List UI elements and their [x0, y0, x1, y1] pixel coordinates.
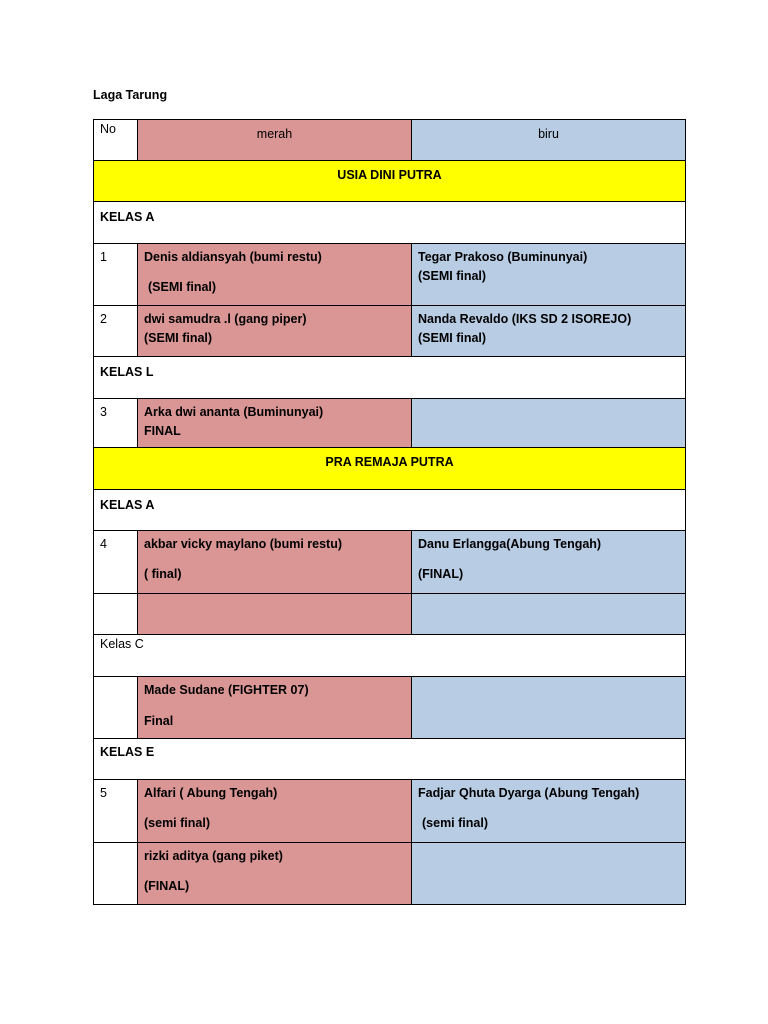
blue-corner: [412, 244, 686, 306]
blue-fighter-name: Fadjar Qhuta Dyarga (Abung Tengah): [418, 786, 640, 800]
match-no: 3: [94, 399, 138, 448]
class-row: [94, 357, 686, 399]
category-usia-dini: USIA DINI PUTRA: [94, 161, 686, 202]
blue-corner-empty: [412, 594, 686, 635]
blue-stage: (SEMI final): [418, 269, 487, 283]
red-corner: [138, 244, 412, 306]
match-no: 4: [94, 531, 138, 594]
red-corner: [138, 843, 412, 905]
blue-stage: (SEMI final): [418, 331, 487, 345]
match-row: [94, 244, 686, 306]
match-no: [94, 677, 138, 739]
match-row: [94, 677, 686, 739]
red-fighter-name: Denis aldiansyah (bumi restu): [144, 250, 322, 264]
blue-corner-empty: [412, 843, 686, 905]
match-table: [93, 119, 686, 905]
red-corner-empty: [138, 594, 412, 635]
red-stage: (semi final): [144, 816, 210, 830]
red-corner: [138, 677, 412, 739]
category-row: [94, 448, 686, 490]
red-stage: FINAL: [144, 424, 181, 438]
red-corner: [138, 531, 412, 594]
red-fighter-name: Arka dwi ananta (Buminunyai): [144, 405, 324, 419]
header-blue: biru: [412, 120, 686, 161]
class-row: [94, 635, 686, 677]
blue-corner: [412, 306, 686, 357]
class-kelas-e: KELAS E: [94, 739, 686, 780]
blue-stage: (semi final): [422, 816, 488, 830]
empty-match-row: [94, 594, 686, 635]
blue-fighter-name: Tegar Prakoso (Buminunyai): [418, 250, 588, 264]
red-fighter-name: Made Sudane (FIGHTER 07): [144, 683, 309, 697]
match-no: [94, 843, 138, 905]
red-corner: [138, 306, 412, 357]
match-row: [94, 843, 686, 905]
match-row: [94, 306, 686, 357]
category-row: [94, 161, 686, 202]
match-no: 5: [94, 780, 138, 843]
class-row: [94, 490, 686, 531]
class-kelas-l: KELAS L: [94, 357, 686, 399]
red-fighter-name: Alfari ( Abung Tengah): [144, 786, 278, 800]
blue-fighter-name: Nanda Revaldo (IKS SD 2 ISOREJO): [418, 312, 632, 326]
red-fighter-name: dwi samudra .l (gang piper): [144, 312, 307, 326]
red-stage: (FINAL): [144, 879, 190, 893]
header-no: No: [94, 120, 138, 161]
red-fighter-name: akbar vicky maylano (bumi restu): [144, 537, 342, 551]
match-row: [94, 780, 686, 843]
match-no: 1: [94, 244, 138, 306]
red-stage: ( final): [144, 567, 182, 581]
header-red: merah: [138, 120, 412, 161]
red-corner: [138, 399, 412, 448]
class-kelas-a: KELAS A: [94, 490, 686, 531]
document-title: Laga Tarung: [93, 88, 168, 102]
red-stage: (SEMI final): [148, 280, 217, 294]
match-row: [94, 531, 686, 594]
blue-stage: (FINAL): [418, 567, 464, 581]
blue-corner: [412, 531, 686, 594]
match-row: [94, 399, 686, 448]
blue-fighter-name: Danu Erlangga(Abung Tengah): [418, 537, 602, 551]
red-stage: Final: [144, 714, 174, 728]
category-pra-remaja: PRA REMAJA PUTRA: [94, 448, 686, 490]
red-corner: [138, 780, 412, 843]
class-row: [94, 739, 686, 780]
match-no: 2: [94, 306, 138, 357]
blue-corner: [412, 780, 686, 843]
class-kelas-a: KELAS A: [94, 202, 686, 244]
blue-corner-empty: [412, 399, 686, 448]
class-kelas-c: Kelas C: [94, 635, 686, 677]
red-fighter-name: rizki aditya (gang piket): [144, 849, 283, 863]
class-row: [94, 202, 686, 244]
blue-corner-empty: [412, 677, 686, 739]
table-header-row: [94, 120, 686, 161]
red-stage: (SEMI final): [144, 331, 213, 345]
